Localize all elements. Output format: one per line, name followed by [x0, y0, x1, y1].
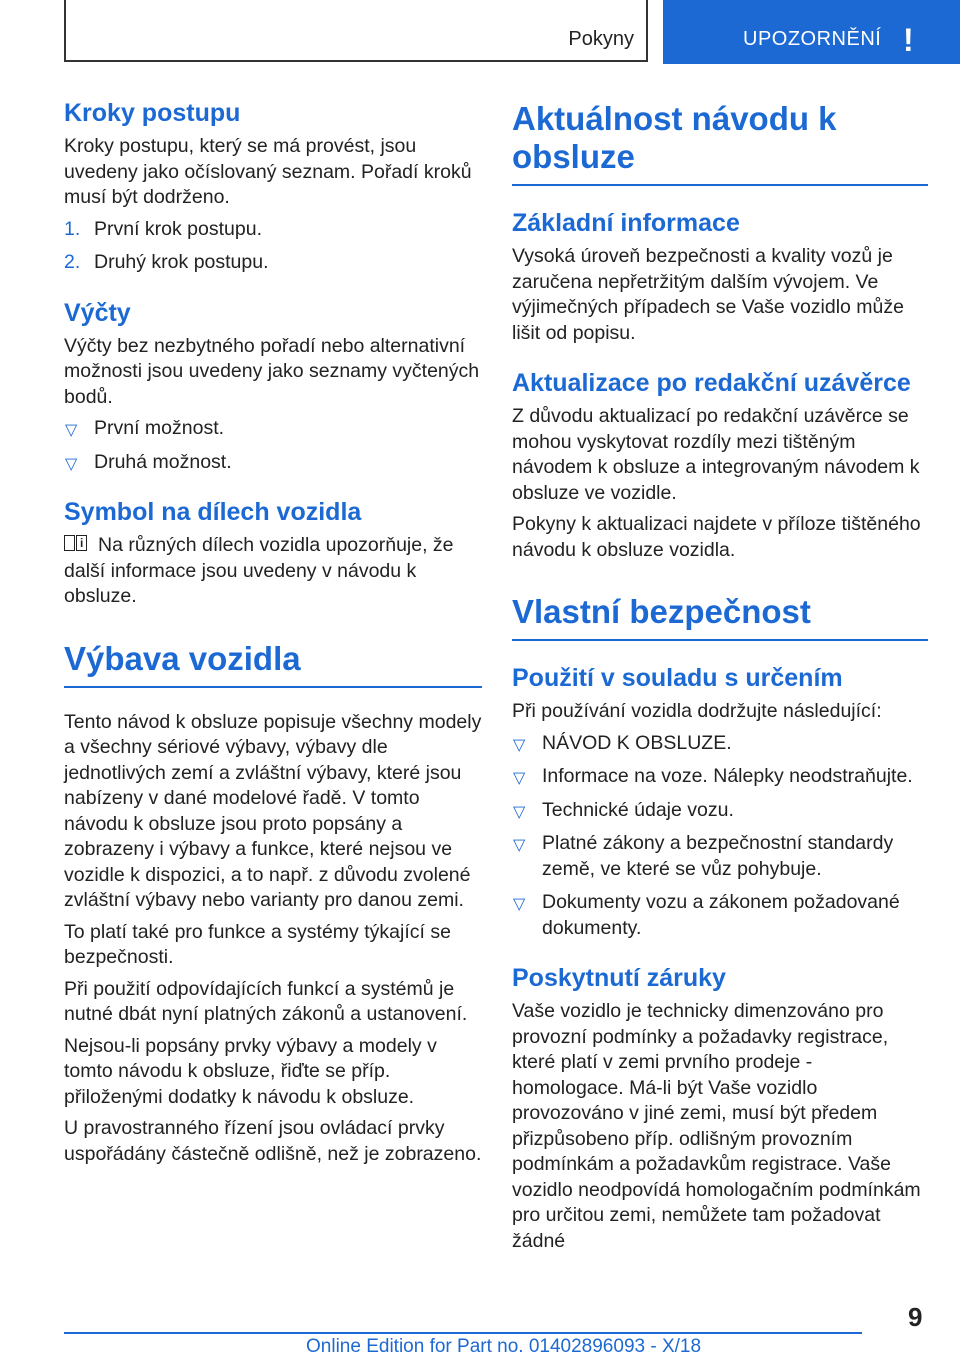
list-item-text: Dokumenty vozu a zákonem požadované dokumenty. — [542, 891, 900, 939]
left-column — [64, 98, 482, 1173]
right-column — [512, 100, 928, 1260]
list-item — [512, 831, 928, 882]
list-item — [64, 217, 482, 243]
vybava-paragraph: Tento návod k obsluze popisuje všechny modely a všechny sériové výbavy, výbavy dle jednotlivých zemí a zvláštní výbavy, které jsou nabízeny v dané modelové řadě. V tomto návodu k obsluze jsou proto popsány a zobrazeny i výbavy a funkce, které nejsou ve vozidle k dispozici, a to např. z důvodu zvolené zvláštní výbavy nebo varianty pro danou zemi. — [64, 710, 482, 911]
exclamation-icon: ! — [903, 22, 914, 58]
triangle-bullet-icon: ▽ — [513, 896, 526, 913]
heading-vybava-vozidla: Výbava vozidla — [64, 639, 301, 677]
vybava-paragraph: U pravostranného řízení jsou ovládací prvky uspořádány částečně odlišně, než je zobrazeno. — [64, 1117, 482, 1165]
heading-aktualnost: Aktuálnost návodu k obsluze — [512, 100, 837, 175]
triangle-bullet-icon: ▽ — [65, 422, 78, 439]
heading-vlastni-bezpecnost: Vlastní bezpečnost — [512, 593, 811, 630]
vycty-text: Výčty bez nezbytného pořadí nebo alternativní možnosti jsou uvedeny jako seznamy vyčtených bodů. — [64, 334, 480, 408]
book-info-icon: i — [64, 535, 90, 553]
list-item-text: Platné zákony a bezpečnostní standardy země, ve které se vůz pohybuje. — [542, 832, 894, 880]
bullet-list — [512, 731, 928, 942]
symbol-text: Na různých dílech vozidla upozorňuje, že další informace jsou uvedeny v návodu k obsluze. — [64, 534, 454, 607]
vybava-paragraph: Při použití odpovídajících funkcí a systémů je nutné dbát nyní platných zákonů a ustanovení. — [64, 977, 468, 1025]
heading-vycty: Výčty — [64, 298, 131, 327]
list-item — [512, 890, 928, 941]
heading-poskytnuti-zaruky: Poskytnutí záruky — [512, 964, 726, 992]
heading-zakladni-informace: Základní informace — [512, 209, 740, 237]
triangle-bullet-icon: ▽ — [513, 770, 526, 787]
heading-pouziti: Použití v souladu s určením — [512, 664, 843, 692]
aktualizace-paragraph: Pokyny k aktualizaci najdete v příloze tištěného návodu k obsluze vozidla. — [512, 513, 921, 561]
footer-edition: Online Edition for Part no. 01402896093 - X/18 — [306, 1336, 702, 1357]
heading-symbol: Symbol na dílech vozidla — [64, 498, 362, 526]
zakladni-text: Vysoká úroveň bezpečnosti a kvality vozů je zaručena nepřetržitým dalším vývojem. Ve výjimečných případech se Vaše vozidlo může lišit od popisu. — [512, 245, 904, 344]
list-item-text: Informace na voze. Nálepky neodstraňujte. — [542, 765, 913, 787]
list-item — [64, 250, 482, 276]
header-section-box — [64, 0, 648, 62]
bullet-list — [64, 416, 482, 475]
page-number: 9 — [908, 1302, 923, 1332]
list-item — [512, 798, 928, 824]
vybava-paragraph: To platí také pro funkce a systémy týkající se bezpečnosti. — [64, 920, 451, 968]
vybava-paragraph: Nejsou-li popsány prvky výbavy a modely v tomto návodu k obsluze, řiďte se příp. přiloženými dodatky k návodu k obsluze. — [64, 1034, 437, 1108]
triangle-bullet-icon: ▽ — [513, 837, 526, 854]
header-warning-label: UPOZORNĚNÍ — [743, 28, 882, 50]
list-number: 2. — [64, 251, 81, 273]
heading-aktualizace: Aktualizace po redakční uzávěrce — [512, 369, 911, 397]
pouziti-text: Při používání vozidla dodržujte následující: — [512, 700, 882, 722]
header-warning-tab[interactable] — [663, 0, 960, 64]
header-section-title: Pokyny — [568, 28, 634, 50]
list-item-text: NÁVOD K OBSLUZE. — [542, 731, 732, 754]
kroky-text: Kroky postupu, který se má provést, jsou uvedeny jako očíslovaný seznam. Pořadí kroků musí být dodrženo. — [64, 135, 472, 208]
aktualizace-paragraph: Z důvodu aktualizací po redakční uzávěrce se mohou vyskytovat rozdíly mezi tištěným návodem k obsluze a integrovaným návodem k obsluze ve vozidle. — [512, 405, 920, 504]
list-item — [512, 731, 928, 757]
list-item-text: První krok postupu. — [94, 217, 262, 240]
triangle-bullet-icon: ▽ — [513, 736, 526, 754]
list-item-text: Druhý krok postupu. — [94, 251, 269, 273]
zaruka-text: Vaše vozidlo je technicky dimenzováno pro provozní podmínky a požadavky registrace, které platí v zemi prvního prodeje - homologace. Má-li být Vaše vozidlo provozováno v jiné zemi, musí být předem přizpůsobeno příp. odlišným provozním podmínkám a požadavkům registrace. Vaše vozidlo neodpovídá homologačním podmínkám pro určitou zemi, nemůžete tam požadovat žádné — [512, 1000, 921, 1252]
list-item — [512, 764, 928, 790]
list-item — [64, 416, 482, 442]
list-number: 1. — [64, 217, 81, 240]
triangle-bullet-icon: ▽ — [513, 803, 526, 821]
numbered-list — [64, 217, 482, 276]
list-item — [64, 450, 482, 476]
list-item-text: První možnost. — [94, 417, 225, 439]
list-item-text: Technické údaje vozu. — [542, 798, 734, 821]
heading-kroky-postupu: Kroky postupu — [64, 99, 241, 127]
triangle-bullet-icon: ▽ — [65, 455, 78, 473]
symbol-paragraph — [64, 533, 482, 610]
list-item-text: Druhá možnost. — [94, 450, 232, 473]
footer-rule — [64, 1332, 862, 1334]
